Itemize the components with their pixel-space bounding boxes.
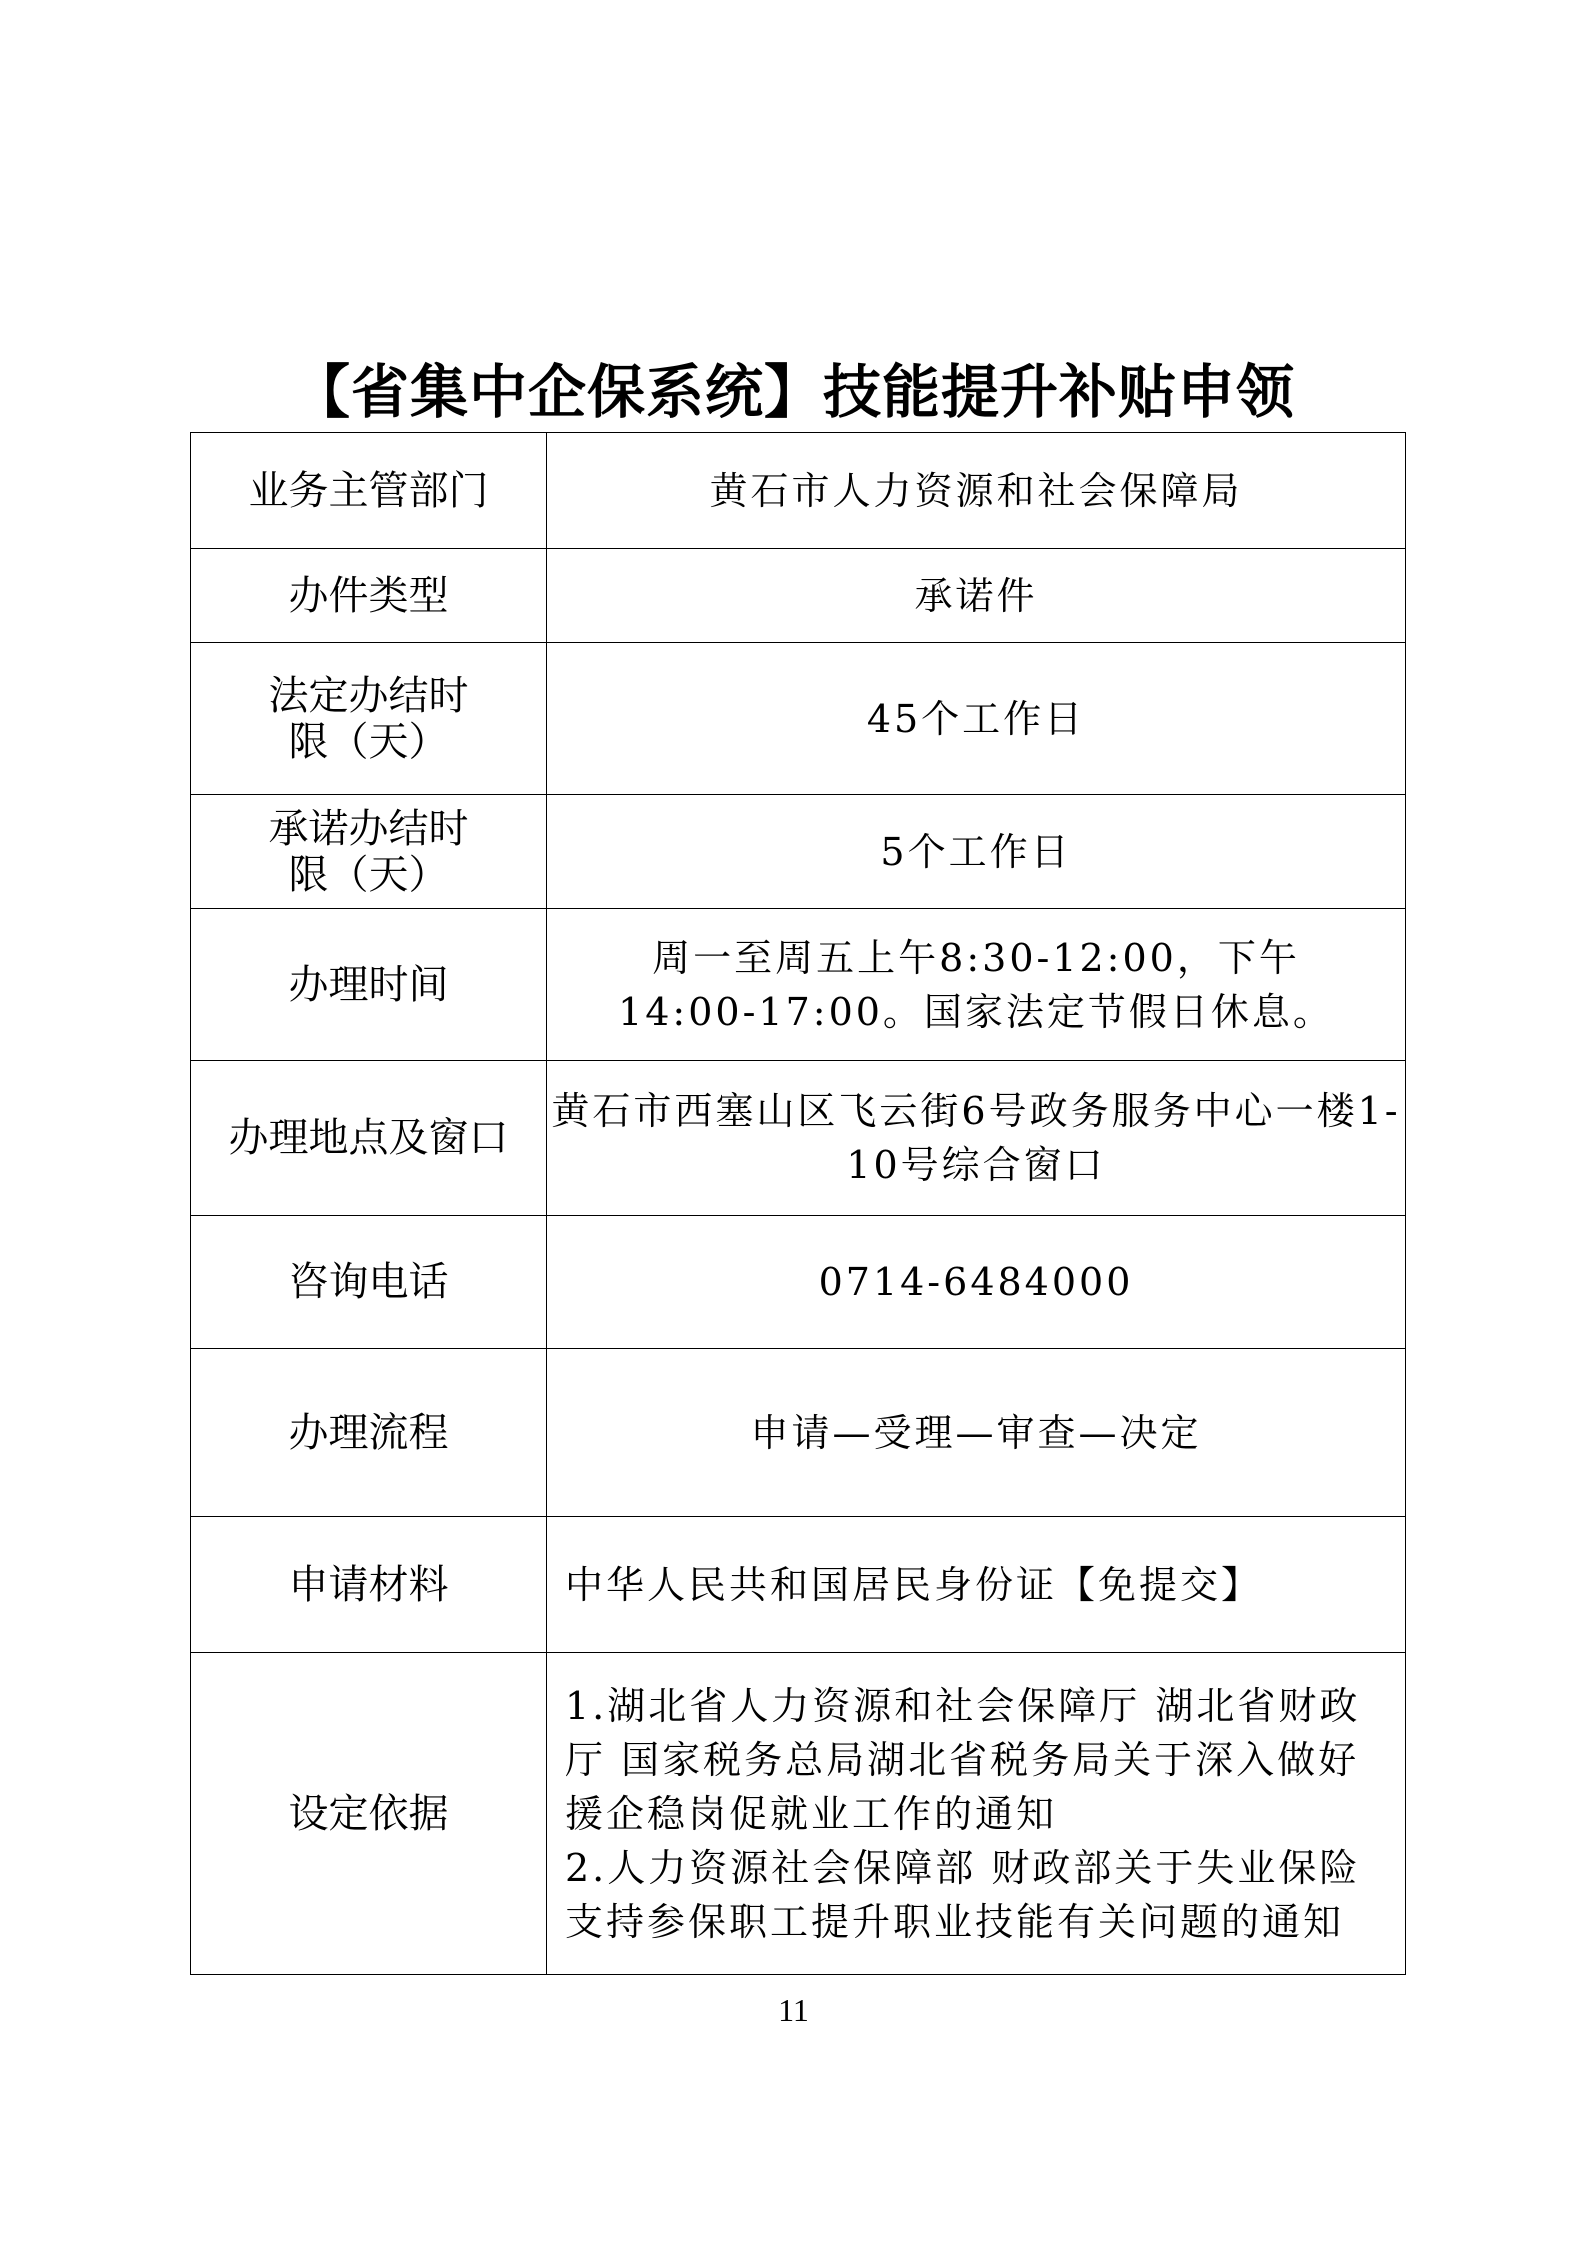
row-label: 办件类型 xyxy=(191,549,547,643)
row-label: 法定办结时限（天） xyxy=(191,643,547,795)
row-value: 0714-6484000 xyxy=(547,1216,1406,1349)
table-row xyxy=(191,1517,1406,1653)
row-value: 中华人民共和国居民身份证【免提交】 xyxy=(547,1517,1406,1653)
table-row xyxy=(191,1061,1406,1216)
row-label: 办理时间 xyxy=(191,909,547,1061)
service-info-table xyxy=(190,432,1406,1975)
table-row xyxy=(191,433,1406,549)
table-row xyxy=(191,909,1406,1061)
table-row xyxy=(191,643,1406,795)
row-value: 1.湖北省人力资源和社会保障厅 湖北省财政厅 国家税务总局湖北省税务局关于深入做好援企稳岗促就业工作的通知 2.人力资源社会保障部 财政部关于失业保险支持参保职工提升职业技能有关问题的通知 xyxy=(547,1653,1406,1975)
row-label: 办理流程 xyxy=(191,1349,547,1517)
row-label: 设定依据 xyxy=(191,1653,547,1975)
row-value: 5个工作日 xyxy=(547,795,1406,909)
table-row xyxy=(191,795,1406,909)
document-title: 【省集中企保系统】技能提升补贴申领 xyxy=(291,358,1295,426)
row-label: 承诺办结时限（天） xyxy=(191,795,547,909)
row-label: 业务主管部门 xyxy=(191,433,547,549)
table-row xyxy=(191,1653,1406,1975)
row-label: 咨询电话 xyxy=(191,1216,547,1349)
table-row xyxy=(191,1349,1406,1517)
row-value: 申请—受理—审查—决定 xyxy=(547,1349,1406,1517)
page-number: 11 xyxy=(778,1992,809,2028)
row-value: 承诺件 xyxy=(547,549,1406,643)
table-row xyxy=(191,549,1406,643)
row-value: 周一至周五上午8:30-12:00，下午14:00-17:00。国家法定节假日休息。 xyxy=(547,909,1406,1061)
row-label: 办理地点及窗口 xyxy=(191,1061,547,1216)
row-label: 申请材料 xyxy=(191,1517,547,1653)
table-row xyxy=(191,1216,1406,1349)
row-value: 黄石市人力资源和社会保障局 xyxy=(547,433,1406,549)
row-value: 45个工作日 xyxy=(547,643,1406,795)
row-value: 黄石市西塞山区飞云街6号政务服务中心一楼1-10号综合窗口 xyxy=(547,1061,1406,1216)
